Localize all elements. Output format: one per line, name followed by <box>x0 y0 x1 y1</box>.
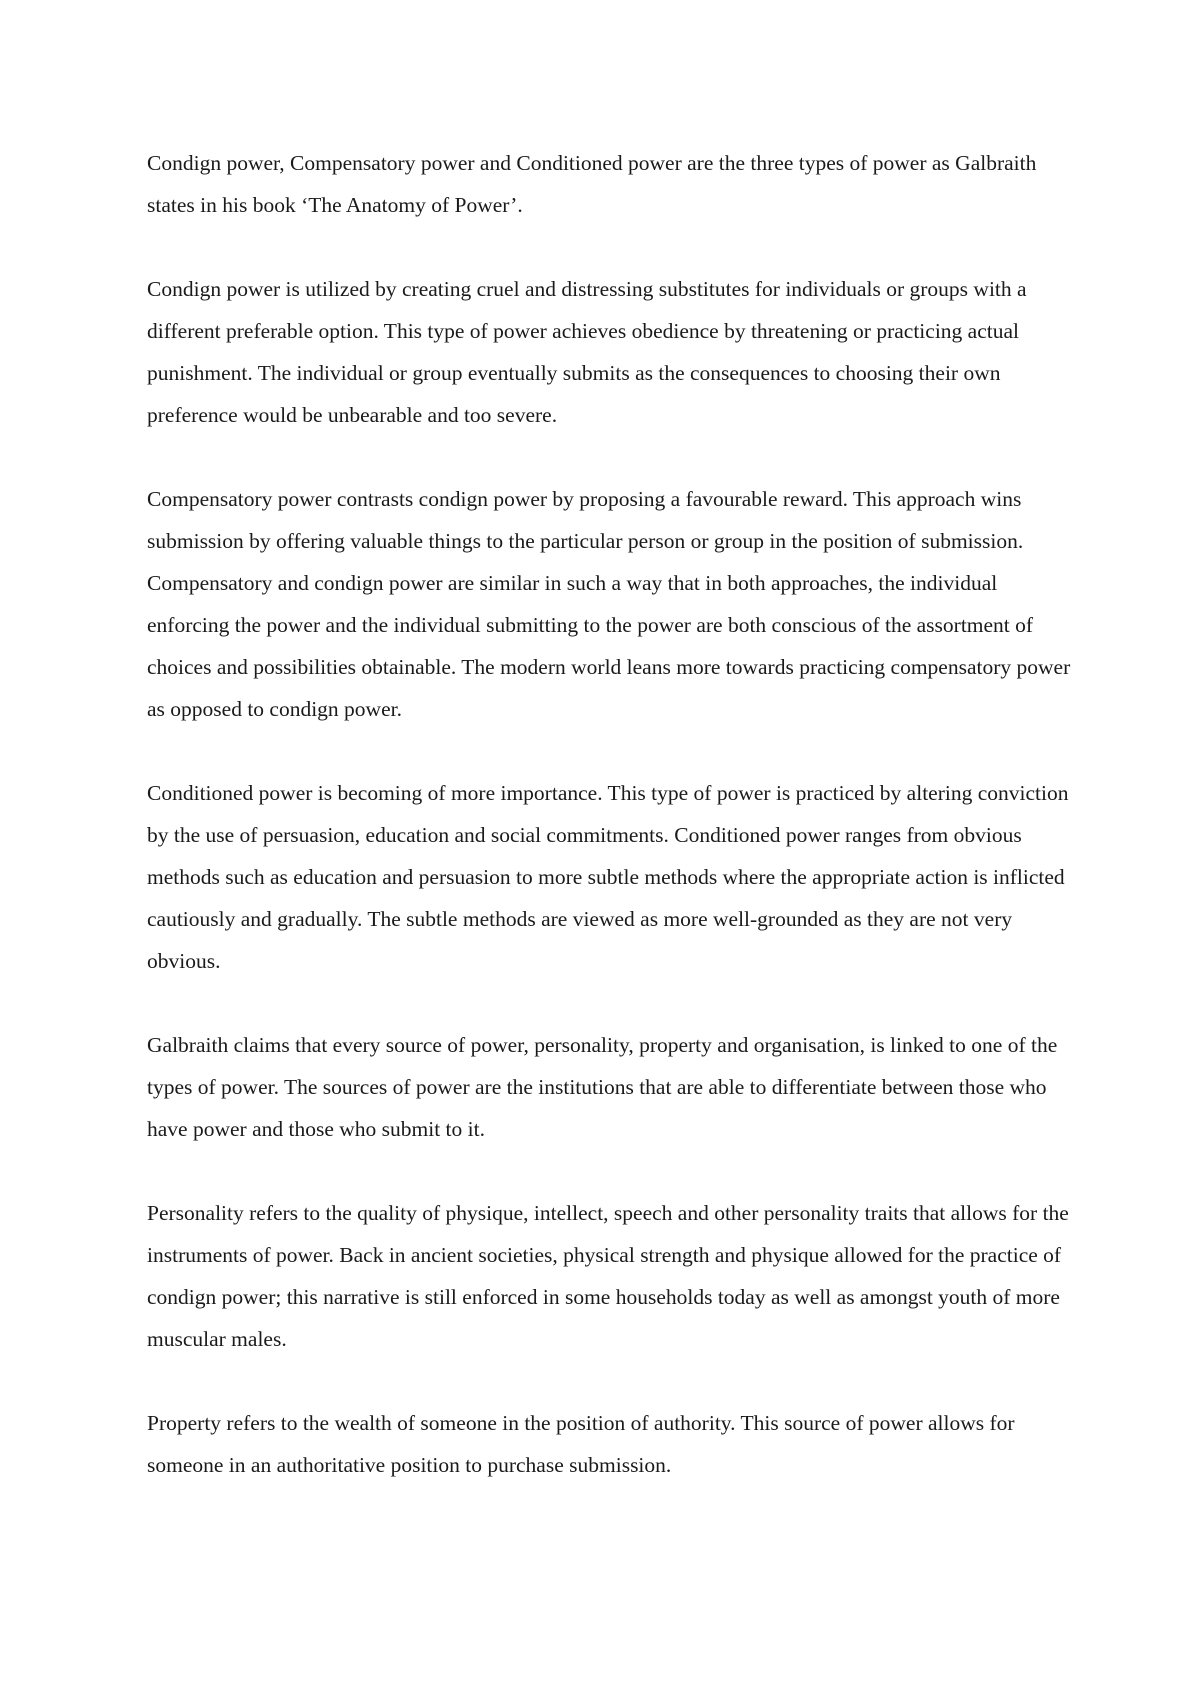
paragraph-property: Property refers to the wealth of someone in the position of authority. This source of power allows for someone in an authoritative position to purchase submission. <box>147 1411 1015 1477</box>
paragraph-compensatory-power: Compensatory power contrasts condign power by proposing a favourable reward. This approach wins submission by offering valuable things to the particular person or group in the position of submission. Compensatory and condign power are similar in such a way that in both approaches, the individual enforcing the power and the individual submitting to the power are both conscious of the assortment of choices and possibilities obtainable. The modern world leans more towards practicing compensatory power as opposed to condign power. <box>147 487 1071 721</box>
paragraph-condign-power: Condign power is utilized by creating cruel and distressing substitutes for individuals or groups with a different preferable option. This type of power achieves obedience by threatening or practicing actual punishment. The individual or group eventually submits as the consequences to choosing their own preference would be unbearable and too severe. <box>147 277 1027 427</box>
paragraph-intro: Condign power, Compensatory power and Conditioned power are the three types of power as Galbraith states in his book ‘The Anatomy of Power’. <box>147 151 1037 217</box>
document-body <box>147 142 1077 1528</box>
paragraph-sources-of-power: Galbraith claims that every source of power, personality, property and organisation, is linked to one of the types of power. The sources of power are the institutions that are able to differentiate between those who have power and those who submit to it. <box>147 1033 1058 1141</box>
paragraph-conditioned-power: Conditioned power is becoming of more importance. This type of power is practiced by altering conviction by the use of persuasion, education and social commitments. Conditioned power ranges from obvious methods such as education and persuasion to more subtle methods where the appropriate action is inflicted cautiously and gradually. The subtle methods are viewed as more well-grounded as they are not very obvious. <box>147 781 1069 973</box>
paragraph-personality: Personality refers to the quality of physique, intellect, speech and other personality traits that allows for the instruments of power. Back in ancient societies, physical strength and physique allowed for the practice of condign power; this narrative is still enforced in some households today as well as amongst youth of more muscular males. <box>147 1201 1069 1351</box>
